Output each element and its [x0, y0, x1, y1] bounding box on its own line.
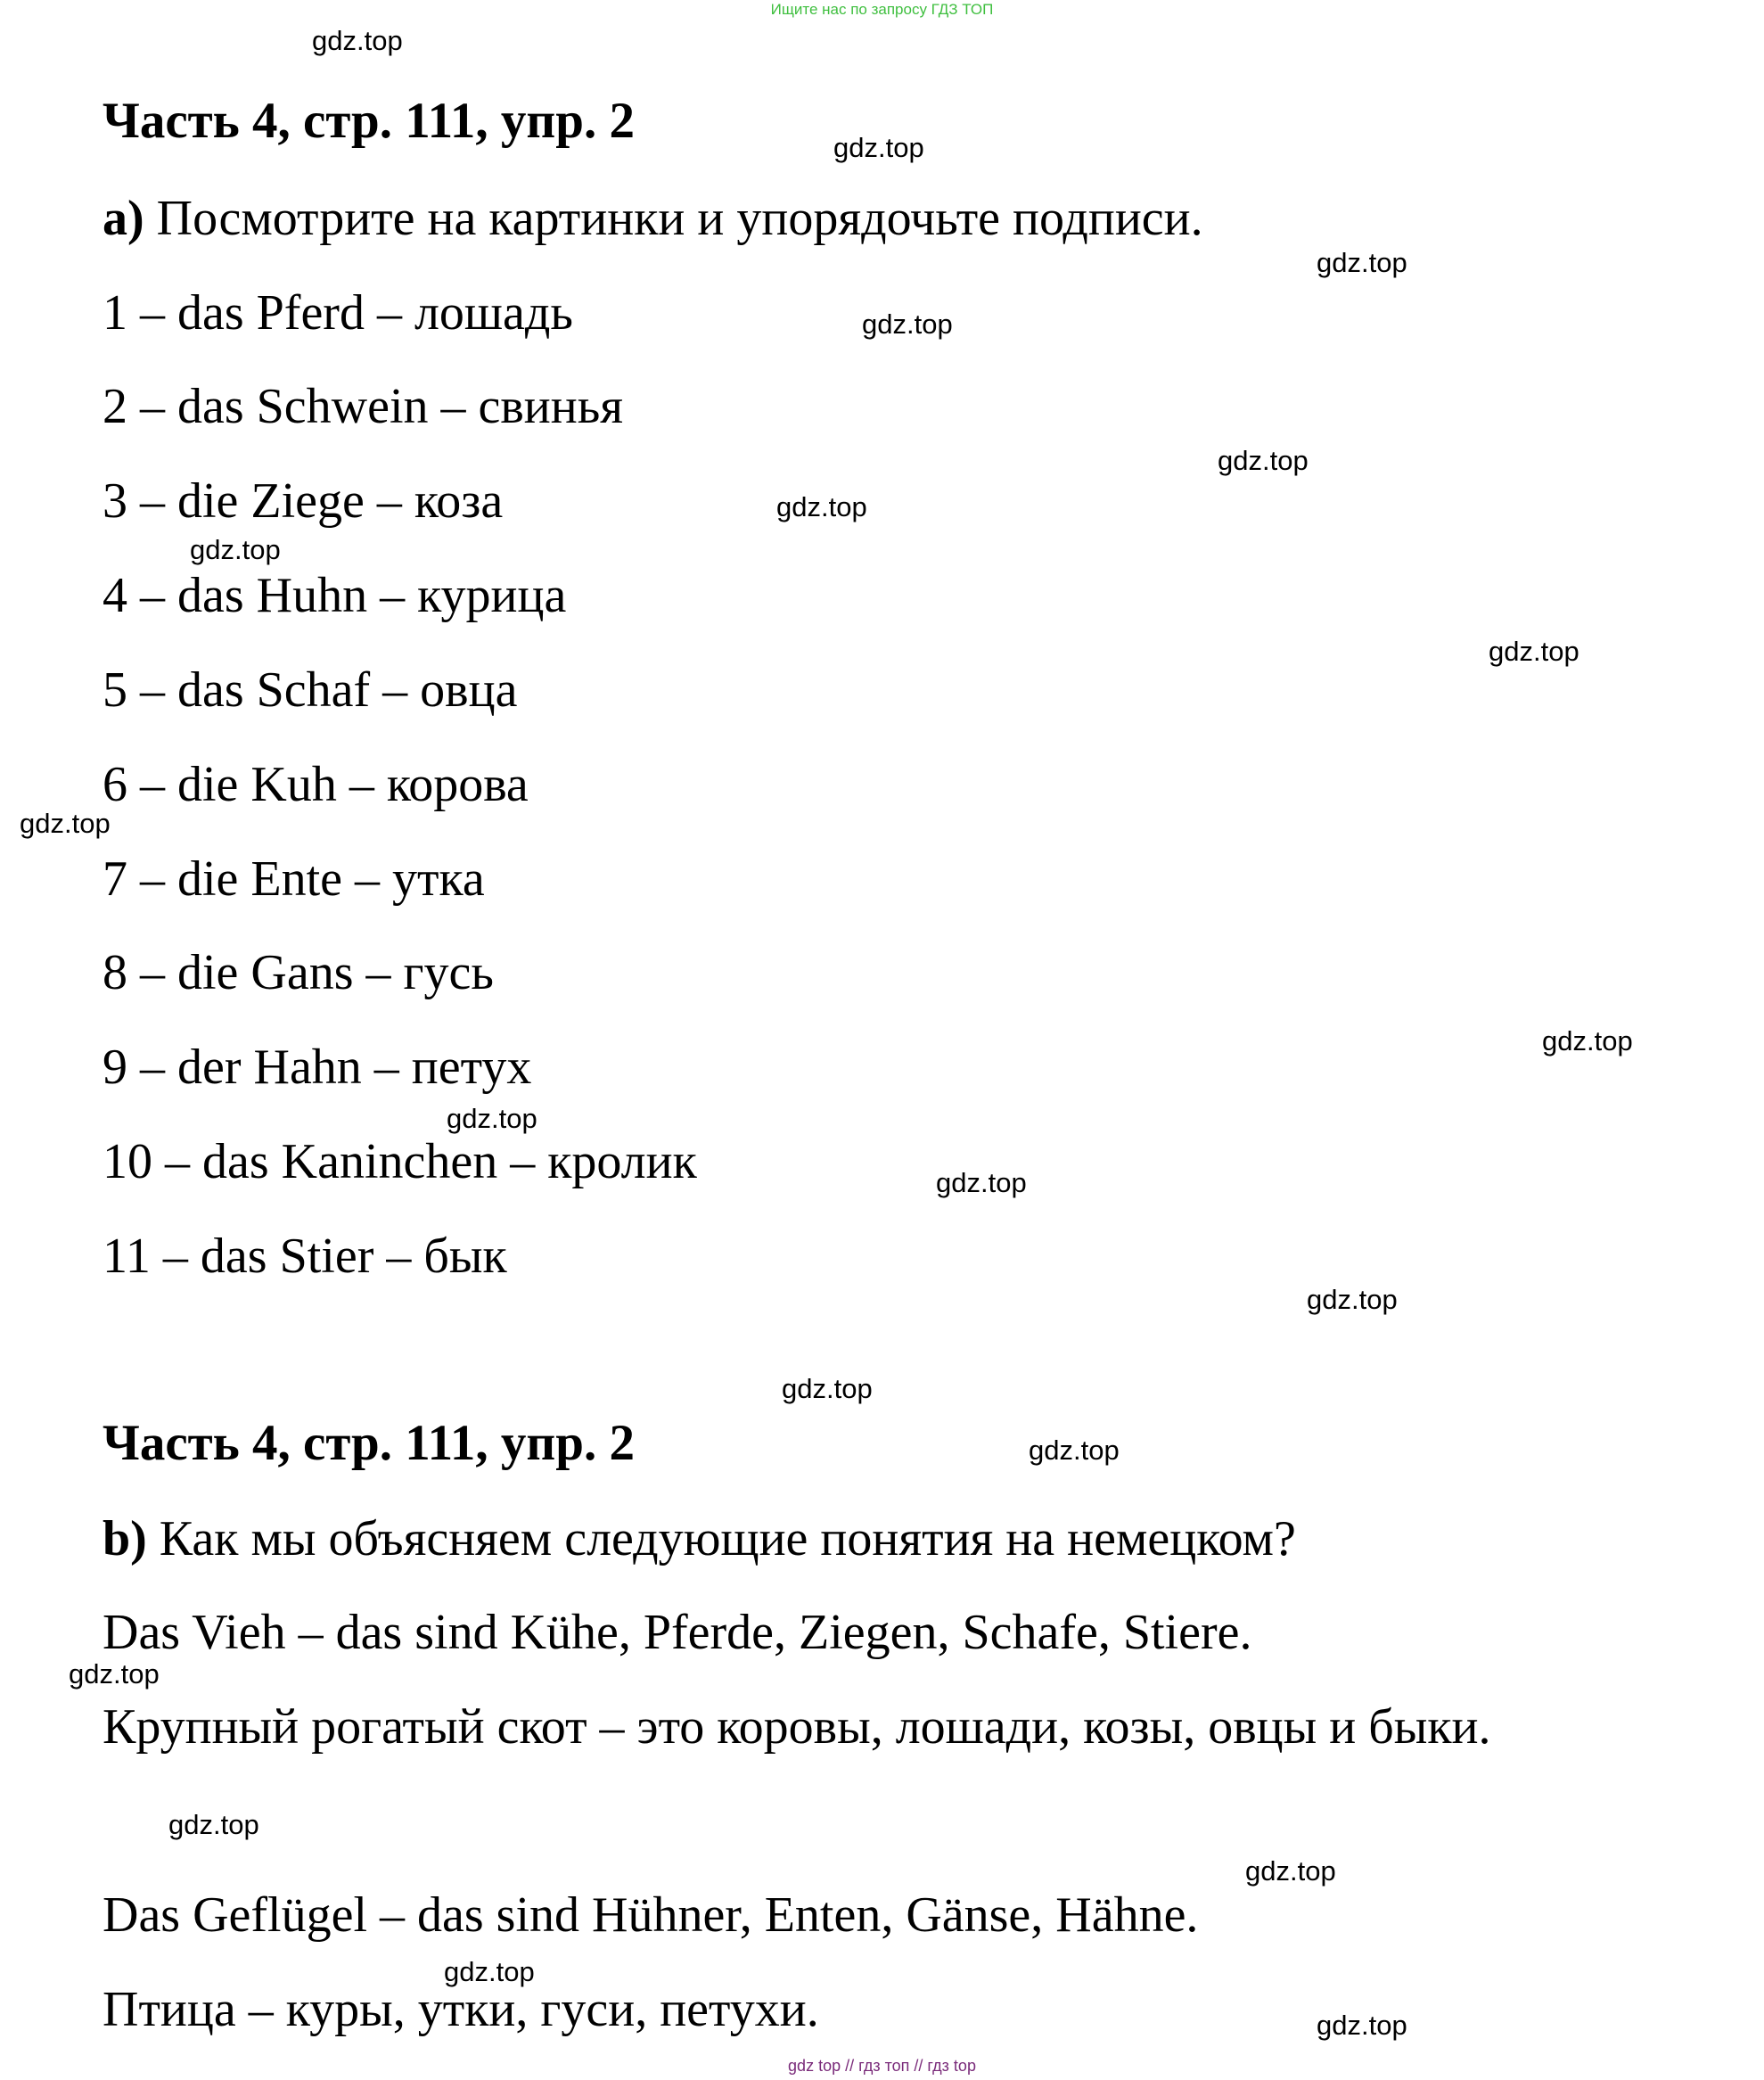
vocab-item: 9 – der Hahn – петух — [103, 1040, 532, 1095]
watermark: gdz.top — [833, 132, 924, 163]
gefluegel-german: Das Geflügel – das sind Hühner, Enten, Gänse, Hähne. — [103, 1887, 1199, 1943]
section-a-heading: Часть 4, стр. 111, упр. 2 — [103, 93, 635, 149]
watermark: gdz.top — [447, 1103, 537, 1134]
vocab-item: 7 – die Ente – утка — [103, 851, 485, 907]
gefluegel-russian: Птица – куры, утки, гуси, петухи. — [103, 1982, 819, 2037]
top-banner: Ищите нас по запросу ГДЗ ТОП — [770, 1, 994, 18]
watermark: gdz.top — [1489, 636, 1579, 667]
watermark: gdz.top — [1317, 247, 1407, 278]
section-b-heading: Часть 4, стр. 111, упр. 2 — [103, 1415, 635, 1471]
section-a-task — [103, 188, 1203, 249]
section-a-task-letter: a) — [103, 191, 144, 246]
vocab-item: 2 – das Schwein – свинья — [103, 379, 624, 434]
watermark: gdz.top — [862, 308, 953, 340]
vieh-german: Das Vieh – das sind Kühe, Pferde, Ziegen, Schafe, Stiere. — [103, 1605, 1252, 1660]
vocab-item: 4 – das Huhn – курица — [103, 568, 567, 623]
vocab-item: 8 – die Gans – гусь — [103, 945, 494, 1000]
watermark: gdz.top — [444, 1956, 535, 1987]
watermark: gdz.top — [20, 808, 111, 839]
section-b-task-letter: b) — [103, 1511, 147, 1566]
vocab-item: 10 – das Kaninchen – кролик — [103, 1134, 697, 1189]
watermark: gdz.top — [1307, 1284, 1398, 1315]
watermark: gdz.top — [190, 534, 281, 565]
watermark: gdz.top — [1317, 2010, 1407, 2041]
watermark: gdz.top — [1218, 445, 1309, 476]
watermark: gdz.top — [168, 1809, 259, 1840]
watermark: gdz.top — [1542, 1025, 1633, 1056]
watermark: gdz.top — [312, 25, 403, 56]
watermark: gdz.top — [776, 491, 867, 522]
vocab-item: 5 – das Schaf – овца — [103, 662, 518, 718]
vieh-russian: Крупный рогатый скот – это коровы, лошади, козы, овцы и быки. — [103, 1699, 1491, 1755]
section-b-task — [103, 1509, 1296, 1569]
watermark: gdz.top — [936, 1167, 1027, 1198]
watermark: gdz.top — [782, 1373, 873, 1404]
vocab-item: 11 – das Stier – бык — [103, 1229, 507, 1284]
watermark: gdz.top — [69, 1658, 160, 1689]
vocab-item: 1 – das Pferd – лошадь — [103, 285, 573, 341]
footer-watermark: gdz top // гдз топ // гдз top — [788, 2057, 976, 2075]
section-b-task-text: Как мы объясняем следующие понятия на немецком? — [146, 1511, 1296, 1566]
vocab-item: 6 – die Kuh – корова — [103, 757, 529, 812]
section-a-task-text: Посмотрите на картинки и упорядочьте подписи. — [144, 191, 1203, 246]
watermark: gdz.top — [1029, 1435, 1120, 1466]
watermark: gdz.top — [1245, 1855, 1336, 1887]
vocab-item: 3 – die Ziege – коза — [103, 473, 504, 529]
